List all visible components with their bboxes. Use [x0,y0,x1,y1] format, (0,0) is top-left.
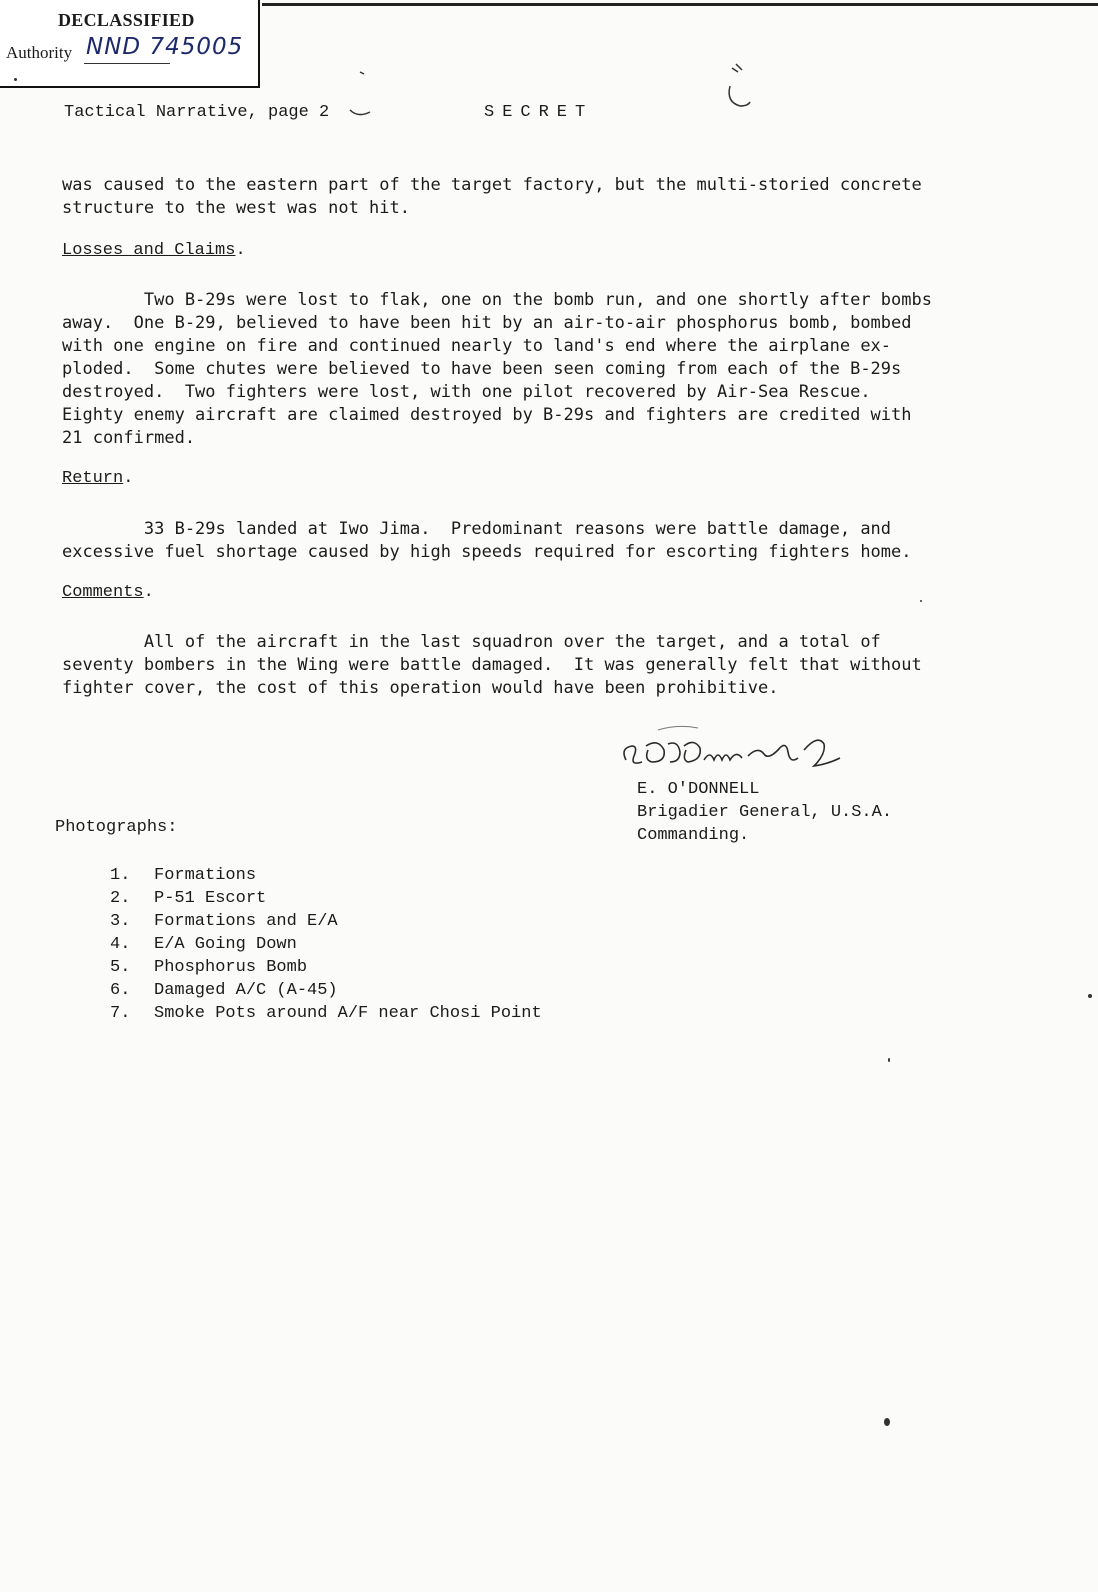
handwritten-signature [618,720,858,780]
list-item-number: 3. [110,912,131,931]
signer-name: E. O'DONNELL [637,780,760,799]
scan-speck [920,600,922,602]
text-line: 33 B-29s landed at Iwo Jima. Predominant reasons were battle damage, and [62,519,892,539]
section-heading-comments [62,583,154,602]
list-item-label: Phosphorus Bomb [154,958,308,977]
text-line: All of the aircraft in the last squadron over the target, and a total of [62,632,881,652]
heading-suffix: . [143,583,154,602]
scan-speck [888,1058,890,1062]
photographs-heading: Photographs: [55,818,178,837]
stamp-authority-handwritten: NND 745005 [86,34,244,60]
list-item-label: P-51 Escort [154,889,267,908]
list-item-number: 6. [110,981,131,1000]
list-item-label: Smoke Pots around A/F near Chosi Point [154,1004,542,1023]
list-item [110,864,542,887]
text-line: ploded. Some chutes were believed to have been seen coming from each of the B-29s [62,359,902,379]
section-heading-text: Losses and Claims [62,241,236,260]
list-item-label: Damaged A/C (A-45) [154,981,338,1000]
list-item-number: 2. [110,889,131,908]
text-line: fighter cover, the cost of this operation would have been prohibitive. [62,678,779,698]
list-item-label: Formations and E/A [154,912,338,931]
classification-marking: SECRET [484,103,594,122]
text-line: was caused to the eastern part of the target factory, but the multi-storied concrete [62,175,922,195]
text-line: Eighty enemy aircraft are claimed destroyed by B-29s and fighters are credited with [62,405,912,425]
scan-speck [1088,994,1092,998]
comments-paragraph [62,631,1022,700]
heading-suffix: . [123,469,134,488]
text-line: away. One B-29, believed to have been hit by an air-to-air phosphorus bomb, bombed [62,313,912,333]
list-item [110,979,542,1002]
list-item [110,956,542,979]
stamp-authority-label: Authority [6,43,73,62]
section-heading-return [62,469,133,488]
section-heading-text: Return [62,469,124,488]
text-line: seventy bombers in the Wing were battle damaged. It was generally felt that without [62,655,922,675]
text-line: 21 confirmed. [62,428,196,448]
text-line: structure to the west was not hit. [62,198,410,218]
scan-speck [884,1418,890,1426]
text-line: excessive fuel shortage caused by high speeds required for escorting fighters home. [62,542,912,562]
list-item-label: E/A Going Down [154,935,297,954]
section-heading-text: Comments [62,583,144,602]
top-rule [262,3,1098,6]
list-item-number: 5. [110,958,131,977]
signer-rank: Brigadier General, U.S.A. [637,803,893,822]
return-paragraph [62,518,1022,564]
heading-suffix: . [235,241,246,260]
text-line: with one engine on fire and continued nearly to land's end where the airplane ex- [62,336,892,356]
list-item [110,910,542,933]
losses-paragraph [62,289,1022,450]
signer-role: Commanding. [637,826,750,845]
list-item-number: 4. [110,935,131,954]
list-item-number: 7. [110,1004,131,1023]
list-item-number: 1. [110,866,131,885]
list-item [110,887,542,910]
stamp-underline [84,63,170,64]
pen-mark-1 [340,70,380,120]
stamp-title: DECLASSIFIED [58,10,195,30]
photographs-list [110,864,542,1025]
list-item [110,1002,542,1025]
page-header: Tactical Narrative, page 2 [64,103,330,122]
signature-block [637,778,892,847]
section-heading-losses [62,241,246,260]
text-line: Two B-29s were lost to flak, one on the bomb run, and one shortly after bombs [62,290,932,310]
pen-mark-2 [718,62,758,112]
intro-paragraph [62,174,1022,220]
text-line: destroyed. Two fighters were lost, with one pilot recovered by Air-Sea Rescue. [62,382,871,402]
declassified-stamp [0,0,260,88]
list-item [110,933,542,956]
list-item-label: Formations [154,866,257,885]
scan-speck [14,78,17,81]
